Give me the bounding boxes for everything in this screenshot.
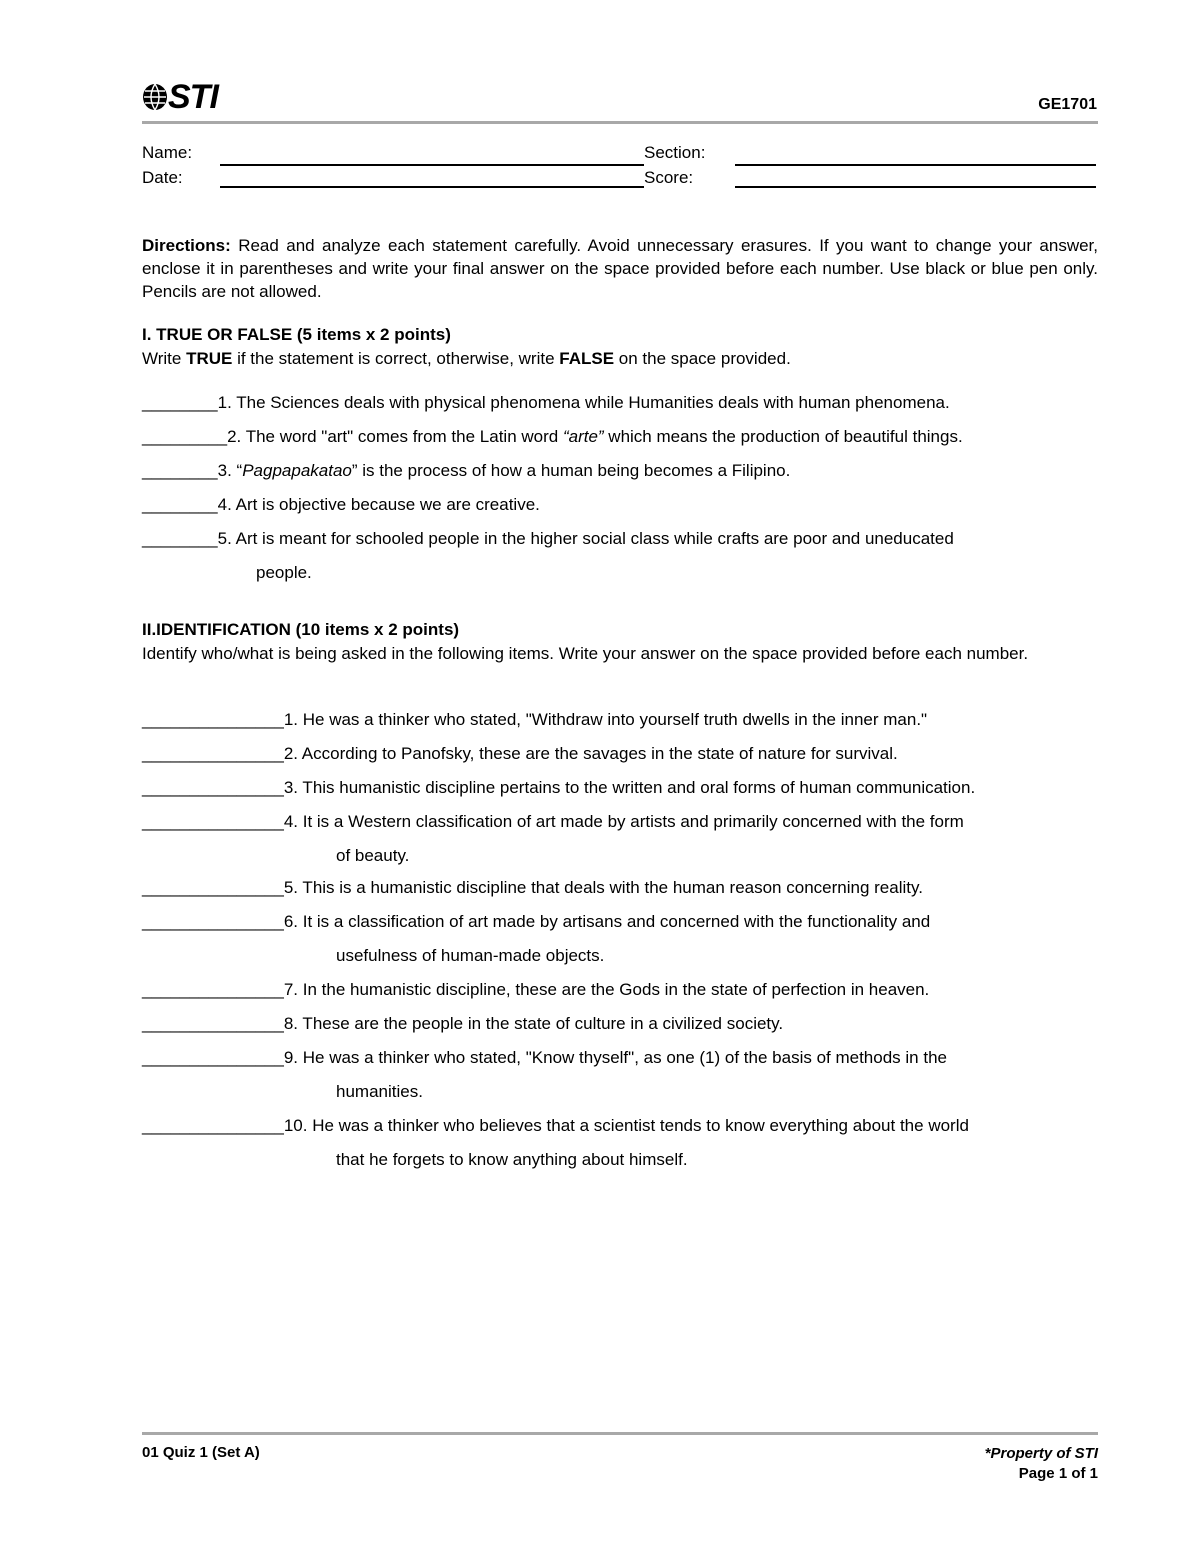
answer-blank[interactable]: _______________ — [142, 1116, 284, 1135]
item-number: 4. — [217, 495, 232, 514]
item-text: He was a thinker who stated, "Know thyself", as one (1) of the basis of methods in the — [298, 1048, 947, 1067]
item-number: 2. — [227, 427, 242, 446]
footer-property: *Property of STI — [984, 1445, 1098, 1462]
footer-right — [985, 1444, 1098, 1484]
id-item-1 — [142, 703, 1098, 737]
answer-blank[interactable]: _________ — [142, 427, 228, 446]
tf-item-5 — [142, 522, 1098, 590]
item-text-continued: that he forgets to know anything about himself. — [336, 1150, 688, 1169]
name-field[interactable] — [220, 164, 644, 166]
part1-instr-false: FALSE — [559, 349, 615, 368]
answer-blank[interactable]: _______________ — [142, 912, 284, 931]
sti-logo — [142, 80, 218, 114]
item-text-continued: usefulness of human-made objects. — [336, 946, 605, 965]
section-field[interactable] — [735, 164, 1096, 166]
id-item-10 — [142, 1109, 1098, 1177]
item-text: He was a thinker who stated, "Withdraw into yourself truth dwells in the inner man." — [298, 710, 928, 729]
date-field[interactable] — [220, 186, 644, 188]
id-item-3 — [142, 771, 1098, 805]
item-text: It is a classification of art made by artisans and concerned with the functionality and — [298, 912, 931, 931]
tf-item-1 — [142, 386, 1098, 420]
id-item-5 — [142, 871, 1098, 905]
directions-text: Read and analyze each statement carefully. Avoid unnecessary erasures. If you want to change your answer, enclose it in parentheses and write your final answer on the space provided before each number. Use black or blue pen only. Pencils are not allowed. — [142, 236, 1098, 301]
directions-label: Directions: — [142, 236, 231, 255]
part1-instr-post: on the space provided. — [614, 349, 791, 368]
directions — [142, 234, 1098, 303]
date-label: Date: — [142, 168, 183, 187]
name-label: Name: — [142, 143, 193, 162]
footer-page-number: Page 1 of 1 — [1018, 1465, 1098, 1482]
part1-instr-mid: if the statement is correct, otherwise, write — [232, 349, 560, 368]
item-number: 9. — [283, 1048, 299, 1067]
section-label: Section: — [644, 143, 706, 162]
item-text-continued: people. — [256, 563, 312, 582]
item-text: Art is meant for schooled people in the higher social class while crafts are poor and uneducated — [231, 529, 954, 548]
item-text-pre: The word "art" comes from the Latin word — [241, 427, 563, 446]
course-code: GE1701 — [1038, 96, 1097, 113]
answer-blank[interactable]: _______________ — [142, 812, 284, 831]
tf-item-3 — [142, 454, 1098, 488]
footer-quiz-label: 01 Quiz 1 (Set A) — [142, 1444, 260, 1461]
item-number: 6. — [283, 912, 299, 931]
answer-blank[interactable]: ________ — [142, 495, 218, 514]
item-text: Art is objective because we are creative. — [231, 495, 540, 514]
item-text: According to Panofsky, these are the savages in the state of nature for survival. — [298, 744, 898, 763]
item-text-italic: “arte” — [562, 427, 604, 446]
item-text-pre: “ — [231, 461, 243, 480]
item-number: 3. — [283, 778, 299, 797]
answer-blank[interactable]: ________ — [142, 461, 218, 480]
id-item-2 — [142, 737, 1098, 771]
answer-blank[interactable]: _______________ — [142, 1014, 284, 1033]
answer-blank[interactable]: _______________ — [142, 980, 284, 999]
item-text: He was a thinker who believes that a scientist tends to know everything about the world — [307, 1116, 969, 1135]
item-text: The Sciences deals with physical phenomena while Humanities deals with human phenomena. — [231, 393, 950, 412]
answer-blank[interactable]: _______________ — [142, 778, 284, 797]
part2-instructions: Identify who/what is being asked in the following items. Write your answer on the space provided before each number. — [142, 644, 1029, 663]
answer-blank[interactable]: _______________ — [142, 710, 284, 729]
item-text-post: which means the production of beautiful things. — [603, 427, 963, 446]
part1-instructions — [142, 347, 1098, 370]
item-text: In the humanistic discipline, these are the Gods in the state of perfection in heaven. — [298, 980, 930, 999]
part1-instr-pre: Write — [142, 349, 187, 368]
footer-rule — [142, 1432, 1098, 1435]
item-text: This is a humanistic discipline that deals with the human reason concerning reality. — [298, 878, 923, 897]
id-item-8 — [142, 1007, 1098, 1041]
globe-icon — [142, 82, 168, 112]
item-number: 2. — [283, 744, 299, 763]
tf-item-2 — [142, 420, 1098, 454]
item-number: 7. — [283, 980, 299, 999]
score-field[interactable] — [735, 186, 1096, 188]
item-number: 10. — [283, 1116, 308, 1135]
item-text-italic: Pagpapakatao — [242, 461, 352, 480]
logo-text: STI — [168, 78, 218, 116]
item-number: 5. — [283, 878, 299, 897]
item-number: 1. — [217, 393, 232, 412]
answer-blank[interactable]: ________ — [142, 393, 218, 412]
part2-title: II.IDENTIFICATION (10 items x 2 points) — [142, 620, 460, 639]
item-number: 3. — [217, 461, 232, 480]
item-number: 8. — [283, 1014, 299, 1033]
answer-blank[interactable]: _______________ — [142, 1048, 284, 1067]
item-text: These are the people in the state of culture in a civilized society. — [298, 1014, 784, 1033]
score-label: Score: — [644, 168, 694, 187]
item-number: 1. — [283, 710, 299, 729]
answer-blank[interactable]: _______________ — [142, 878, 284, 897]
id-item-7 — [142, 973, 1098, 1007]
item-text-post: ” is the process of how a human being becomes a Filipino. — [351, 461, 791, 480]
header-rule — [142, 121, 1098, 124]
item-text: It is a Western classification of art made by artists and primarily concerned with the form — [298, 812, 964, 831]
part1-title: I. TRUE OR FALSE (5 items x 2 points) — [142, 325, 451, 344]
id-item-6 — [142, 905, 1098, 973]
item-text-continued: humanities. — [336, 1082, 423, 1101]
answer-blank[interactable]: _______________ — [142, 744, 284, 763]
tf-item-4 — [142, 488, 1098, 522]
id-item-9 — [142, 1041, 1098, 1109]
id-item-4 — [142, 805, 1098, 873]
item-number: 5. — [217, 529, 232, 548]
part1-instr-true: TRUE — [186, 349, 233, 368]
item-text: This humanistic discipline pertains to the written and oral forms of human communication. — [298, 778, 976, 797]
item-text-continued: of beauty. — [336, 846, 410, 865]
item-number: 4. — [283, 812, 299, 831]
answer-blank[interactable]: ________ — [142, 529, 218, 548]
